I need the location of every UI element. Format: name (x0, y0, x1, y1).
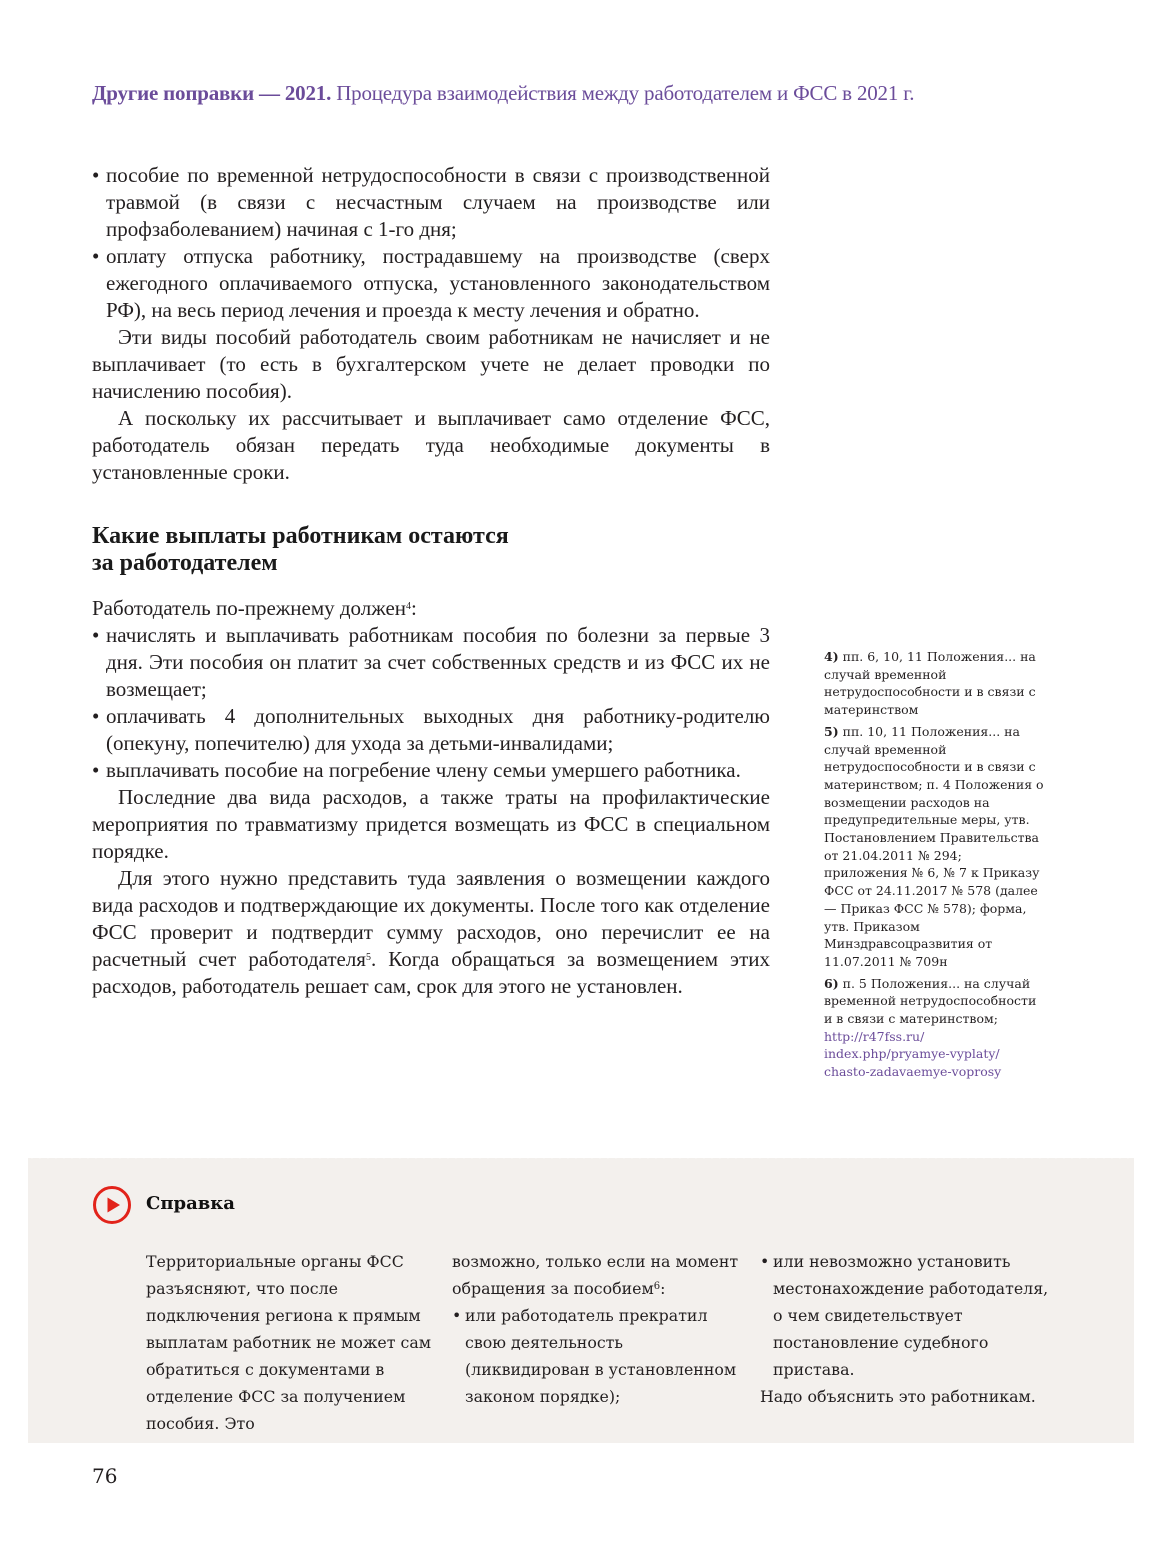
callout-column-3: • или невозможно установить местонахождение работодателя, о чем свидетельствует постановление судебного пристава. Надо объяснить это работникам. (760, 1248, 1060, 1410)
footnote-5: 5) пп. 10, 11 Положения... на случай временной нетрудоспособности и в связи с материнством; п. 4 Положения о возмещении расходов на предупредительные меры, утв. Постановлением Правительства от 21.04.2011 № 294; приложения № 6, № 7 к Приказу ФСС от 24.11.2017 № 578 (далее — Приказ ФСС № 578); форма, утв. Приказом Минздравсоцразвития от 11.07.2011 № 709н (824, 723, 1044, 969)
callout-column-1: Территориальные органы ФСС разъясняют, что после подключения региона к прямым выплатам работник не может сам обратиться с документами в отделение ФСС за получением пособия. Это (146, 1252, 432, 1433)
list-item: • или невозможно установить местонахождение работодателя, о чем свидетельствует постановление судебного пристава. (760, 1248, 1060, 1383)
footnote-ref[interactable]: 5 (365, 952, 371, 963)
section-heading: Какие выплаты работникам остаются за работодателем (92, 523, 509, 576)
footnote-link[interactable]: http://r47fss.ru/ index.php/pryamye-vyplaty/ chasto-zadavaemye-voprosy (824, 1028, 1002, 1080)
list-item: • оплачивать 4 дополнительных выходных дня работнику-родителю (опекуну, попечителю) для ухода за детьми-инвалидами; (92, 703, 770, 757)
running-header (92, 81, 914, 106)
list-item: • или работодатель прекратил свою деятельность (ликвидирован в установленном законом порядке); (452, 1302, 742, 1410)
list-item: • оплату отпуска работнику, пострадавшему на производстве (сверх ежегодного оплачиваемого отпуска, установленного законодательством РФ), на весь период лечения и проезда к месту лечения и обратно. (92, 243, 770, 324)
footnote-4: 4) пп. 6, 10, 11 Положения... на случай временной нетрудоспособности и в связи с материнством (824, 649, 1036, 718)
footnote-ref[interactable]: 4 (406, 601, 412, 612)
list-item: • пособие по временной нетрудоспособности в связи с производственной травмой (в связи с несчастным случаем на производстве или профзаболеванием) начиная с 1-го дня; (92, 162, 770, 243)
paragraph: А поскольку их рассчитывает и выплачивает само отделение ФСС, работодатель обязан передать туда необходимые документы в установленные сроки. (92, 406, 770, 484)
reference-callout (28, 1158, 1134, 1443)
paragraph: Для этого нужно представить туда заявления о возмещении каждого вида расходов и подтверждающие их документы. После того как отделение ФСС проверит и подтвердит сумму расходов, оно перечислит ее на расчетный счет работодателя$^5$. Когда обращаться за возмещением этих расходов, работодатель решает сам, срок для этого не установлен. (92, 866, 770, 998)
benefits-list (92, 162, 770, 324)
footnote-6: 6) п. 5 Положения... на случай временной нетрудоспособности и в связи с материнством; http://r47fss.ru/ index.php/pryamye-vyplaty/ chasto-zadavaemye-voprosy (824, 975, 1046, 1081)
footnote-ref[interactable]: 6 (653, 1281, 661, 1292)
paragraph: Последние два вида расходов, а также траты на профилактические мероприятия по травматизму придется возмещать из ФСС в специальном порядке. (92, 785, 770, 863)
play-circle-icon (92, 1185, 132, 1225)
lead-paragraph: Работодатель по-прежнему должен$^4$: (92, 596, 417, 620)
callout-column-2: возможно, только если на момент обращения за пособием$^6$: • или работодатель прекратил свою деятельность (ликвидирован в установленном законом порядке); (452, 1248, 742, 1410)
running-header-section: Другие поправки — 2021. (92, 81, 332, 105)
list-item: • начислять и выплачивать работникам пособия по болезни за первые 3 дня. Эти пособия он платит за счет собственных средств и из ФСС их не возмещает; (92, 622, 770, 703)
footnotes-sidebar (824, 648, 1046, 1085)
paragraph: Эти виды пособий работодатель своим работникам не начисляет и не выплачивает (то есть в бухгалтерском учете не делает проводки по начислению пособия). (92, 325, 770, 403)
duties-list (92, 622, 770, 784)
list-item: • выплачивать пособие на погребение члену семьи умершего работника. (92, 757, 770, 784)
callout-title: Справка (146, 1193, 235, 1214)
running-header-title: Процедура взаимодействия между работодателем и ФСС в 2021 г. (336, 81, 915, 105)
page-number: 76 (92, 1464, 118, 1488)
main-column (92, 162, 770, 1000)
